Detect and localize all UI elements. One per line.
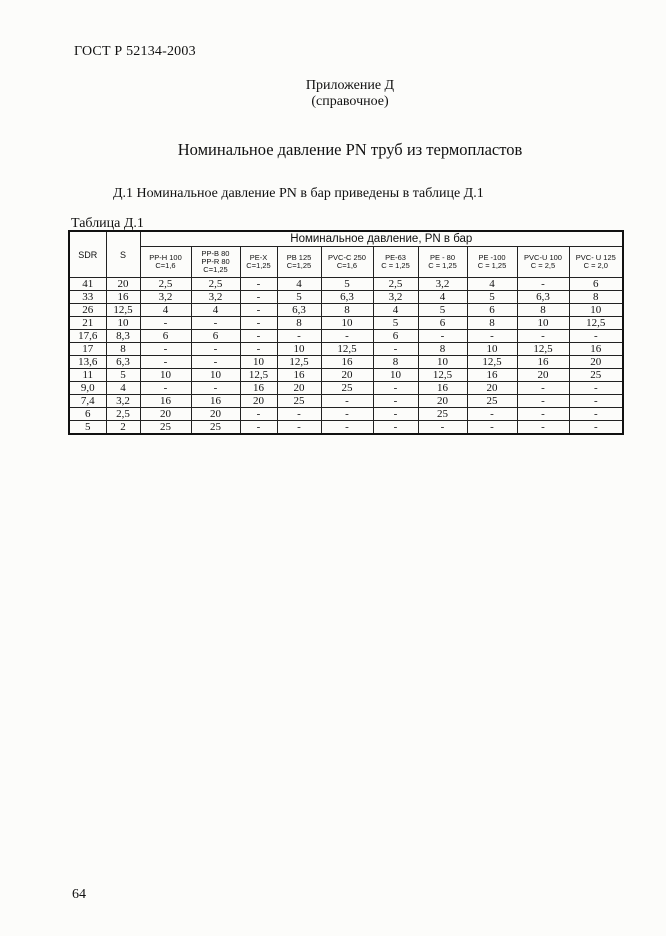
table-cell: 12,5 xyxy=(467,356,517,369)
table-cell: 3,2 xyxy=(140,291,191,304)
table-cell: 10 xyxy=(517,317,569,330)
intro-paragraph: Д.1 Номинальное давление PN в бар приведены в таблице Д.1 xyxy=(113,186,484,201)
table-cell: 5 xyxy=(277,291,321,304)
table-cell: - xyxy=(517,330,569,343)
table-cell: 10 xyxy=(240,356,277,369)
table-cell: - xyxy=(467,330,517,343)
table-cell: 10 xyxy=(321,317,373,330)
table-cell: 16 xyxy=(106,291,140,304)
table-cell: - xyxy=(569,395,623,408)
table-cell: - xyxy=(373,343,418,356)
table-cell: - xyxy=(517,421,569,435)
table-cell: 41 xyxy=(69,278,106,291)
table-cell: 12,5 xyxy=(418,369,467,382)
table-row xyxy=(69,330,623,343)
table-cell: 10 xyxy=(418,356,467,369)
table-cell: - xyxy=(373,382,418,395)
table-cell: - xyxy=(321,395,373,408)
table-row xyxy=(69,304,623,317)
header-material-line: C = 1,25 xyxy=(381,261,410,270)
table-cell: 8 xyxy=(321,304,373,317)
table-cell: 25 xyxy=(569,369,623,382)
table-cell: 25 xyxy=(418,408,467,421)
table-cell: 6 xyxy=(467,304,517,317)
table-cell: - xyxy=(240,278,277,291)
header-material xyxy=(240,247,277,278)
table-caption: Таблица Д.1 xyxy=(71,216,144,231)
table-cell: - xyxy=(569,408,623,421)
header-material-line: C = 2,0 xyxy=(583,261,608,270)
table-cell: 5 xyxy=(321,278,373,291)
table-cell: 20 xyxy=(517,369,569,382)
table-cell: 3,2 xyxy=(373,291,418,304)
table-cell: 20 xyxy=(569,356,623,369)
table-cell: 16 xyxy=(140,395,191,408)
table-row xyxy=(69,291,623,304)
header-material-line: PE-X xyxy=(249,253,268,262)
table-cell: 16 xyxy=(277,369,321,382)
table-cell: 9,0 xyxy=(69,382,106,395)
table-row xyxy=(69,421,623,435)
appendix-title: Приложение Д xyxy=(305,78,395,93)
table-cell: 5 xyxy=(418,304,467,317)
table-cell: - xyxy=(569,382,623,395)
table-cell: 8 xyxy=(277,317,321,330)
table-cell: 20 xyxy=(106,278,140,291)
table-cell: - xyxy=(321,408,373,421)
table-cell: 6 xyxy=(69,408,106,421)
table-cell: 20 xyxy=(140,408,191,421)
pressure-table xyxy=(68,230,624,435)
table-cell: 2,5 xyxy=(140,278,191,291)
table-cell: - xyxy=(191,356,240,369)
table-cell: 10 xyxy=(277,343,321,356)
header-material xyxy=(517,247,569,278)
table-cell: - xyxy=(240,408,277,421)
table-cell: - xyxy=(240,330,277,343)
table-cell: 5 xyxy=(467,291,517,304)
table-cell: 6,3 xyxy=(106,356,140,369)
header-material-line: C=1,25 xyxy=(246,261,271,270)
page-title: Номинальное давление PN труб из термопластов xyxy=(177,140,523,159)
table-cell: - xyxy=(373,421,418,435)
table-cell: 3,2 xyxy=(191,291,240,304)
header-material-line: PVC-C 250 xyxy=(328,253,366,262)
table-cell: - xyxy=(373,395,418,408)
table-cell: - xyxy=(321,330,373,343)
header-material-line: PE-63 xyxy=(385,253,406,262)
header-material xyxy=(418,247,467,278)
table-cell: 3,2 xyxy=(418,278,467,291)
header-material-line: PVC-U 100 xyxy=(524,253,562,262)
table-cell: - xyxy=(373,408,418,421)
table-cell: - xyxy=(240,317,277,330)
table-cell: - xyxy=(140,382,191,395)
table-cell: 3,2 xyxy=(106,395,140,408)
header-material-line: C = 1,25 xyxy=(428,261,457,270)
header-material-line: PP-H 100 xyxy=(149,253,182,262)
table-cell: 2,5 xyxy=(373,278,418,291)
table-cell: - xyxy=(140,343,191,356)
header-material-line: PE - 80 xyxy=(429,253,455,262)
table-cell: - xyxy=(240,421,277,435)
table-cell: 7,4 xyxy=(69,395,106,408)
table-row xyxy=(69,382,623,395)
table-row xyxy=(69,343,623,356)
table-cell: 8 xyxy=(517,304,569,317)
table-cell: - xyxy=(467,421,517,435)
table-cell: 10 xyxy=(106,317,140,330)
table-cell: - xyxy=(191,382,240,395)
table-cell: 2,5 xyxy=(191,278,240,291)
table-row xyxy=(69,408,623,421)
table-cell: 8 xyxy=(373,356,418,369)
table-cell: 25 xyxy=(321,382,373,395)
table-cell: - xyxy=(321,421,373,435)
header-material-line: PP-R 80 xyxy=(201,257,230,266)
table-cell: 6 xyxy=(373,330,418,343)
header-material xyxy=(277,247,321,278)
table-cell: 4 xyxy=(418,291,467,304)
table-cell: - xyxy=(517,382,569,395)
table-cell: - xyxy=(277,408,321,421)
table-cell: 20 xyxy=(277,382,321,395)
table-cell: 16 xyxy=(321,356,373,369)
table-cell: 20 xyxy=(467,382,517,395)
table-cell: 33 xyxy=(69,291,106,304)
table-cell: 20 xyxy=(321,369,373,382)
table-cell: 5 xyxy=(373,317,418,330)
table-cell: 12,5 xyxy=(240,369,277,382)
table-cell: - xyxy=(517,278,569,291)
table-cell: 16 xyxy=(517,356,569,369)
table-cell: 6 xyxy=(191,330,240,343)
table-cell: 10 xyxy=(467,343,517,356)
table-cell: - xyxy=(191,317,240,330)
header-material-line: C = 1,25 xyxy=(477,261,507,270)
table-cell: 12,5 xyxy=(106,304,140,317)
table-cell: 25 xyxy=(277,395,321,408)
table-cell: 4 xyxy=(191,304,240,317)
standard-code: ГОСТ Р 52134-2003 xyxy=(74,44,196,59)
table-cell: 6 xyxy=(569,278,623,291)
header-material-line: C=1,25 xyxy=(203,265,228,274)
table-cell: - xyxy=(517,408,569,421)
table-cell: - xyxy=(418,330,467,343)
table-cell: 21 xyxy=(69,317,106,330)
header-material-line: PP-B 80 xyxy=(201,249,230,258)
header-material-line: PVC- U 125 xyxy=(575,253,616,262)
table-cell: - xyxy=(240,291,277,304)
header-material-line: PB 125 xyxy=(286,253,312,262)
table-cell: 2 xyxy=(106,421,140,435)
table-cell: 6,3 xyxy=(321,291,373,304)
table-cell: 20 xyxy=(418,395,467,408)
table-cell: 16 xyxy=(418,382,467,395)
table-cell: 16 xyxy=(569,343,623,356)
table-cell: 8 xyxy=(569,291,623,304)
table-cell: 16 xyxy=(191,395,240,408)
table-cell: 5 xyxy=(69,421,106,435)
table-cell: 8 xyxy=(106,343,140,356)
table-cell: 2,5 xyxy=(106,408,140,421)
header-material-line: PE -100 xyxy=(478,253,506,262)
table-cell: 25 xyxy=(140,421,191,435)
table-cell: - xyxy=(191,343,240,356)
table-cell: 4 xyxy=(373,304,418,317)
table-cell: 26 xyxy=(69,304,106,317)
table-cell: 11 xyxy=(69,369,106,382)
table-cell: - xyxy=(467,408,517,421)
table-cell: 6 xyxy=(418,317,467,330)
table-cell: 12,5 xyxy=(569,317,623,330)
table-cell: 17,6 xyxy=(69,330,106,343)
page-number: 64 xyxy=(72,887,86,902)
table-cell: - xyxy=(140,317,191,330)
table-cell: 6,3 xyxy=(277,304,321,317)
table-cell: 10 xyxy=(191,369,240,382)
table-cell: - xyxy=(140,356,191,369)
table-cell: - xyxy=(569,421,623,435)
table-cell: 25 xyxy=(191,421,240,435)
header-material-line: C = 2,5 xyxy=(530,261,556,270)
table-cell: 8 xyxy=(467,317,517,330)
table-cell: 13,6 xyxy=(69,356,106,369)
table-cell: - xyxy=(240,343,277,356)
header-material-line: C=1,6 xyxy=(155,261,176,270)
header-material-line: C=1,6 xyxy=(336,261,358,270)
table-cell: - xyxy=(277,330,321,343)
table-row xyxy=(69,278,623,291)
header-sdr: SDR xyxy=(69,231,106,278)
table-cell: 10 xyxy=(373,369,418,382)
table-cell: - xyxy=(418,421,467,435)
table-cell: 25 xyxy=(467,395,517,408)
table-cell: - xyxy=(517,395,569,408)
table-cell: 12,5 xyxy=(321,343,373,356)
appendix-note: (справочное) xyxy=(311,94,389,109)
table-cell: - xyxy=(277,421,321,435)
table-row xyxy=(69,356,623,369)
header-material-line: C=1,25 xyxy=(286,261,312,270)
table-cell: 12,5 xyxy=(277,356,321,369)
table-cell: 20 xyxy=(240,395,277,408)
table-cell: 17 xyxy=(69,343,106,356)
table-cell: 10 xyxy=(569,304,623,317)
table-row xyxy=(69,317,623,330)
header-material xyxy=(467,247,517,278)
table-cell: 20 xyxy=(191,408,240,421)
table-cell: 10 xyxy=(140,369,191,382)
table-cell: - xyxy=(240,304,277,317)
table-cell: 4 xyxy=(467,278,517,291)
table-cell: 8 xyxy=(418,343,467,356)
table-cell: 6,3 xyxy=(517,291,569,304)
table-cell: 12,5 xyxy=(517,343,569,356)
table-cell: 5 xyxy=(106,369,140,382)
table-row xyxy=(69,395,623,408)
header-material xyxy=(373,247,418,278)
table-cell: 4 xyxy=(140,304,191,317)
header-material xyxy=(321,247,373,278)
table-cell: 8,3 xyxy=(106,330,140,343)
table-cell: - xyxy=(569,330,623,343)
header-material xyxy=(191,247,240,278)
table-cell: 6 xyxy=(140,330,191,343)
table-cell: 4 xyxy=(277,278,321,291)
table-row xyxy=(69,369,623,382)
header-material xyxy=(569,247,623,278)
header-pressure-group: Номинальное давление, PN в бар xyxy=(140,231,623,247)
header-s: S xyxy=(106,231,140,278)
table-cell: 16 xyxy=(240,382,277,395)
table-cell: 4 xyxy=(106,382,140,395)
header-material xyxy=(140,247,191,278)
table-cell: 16 xyxy=(467,369,517,382)
